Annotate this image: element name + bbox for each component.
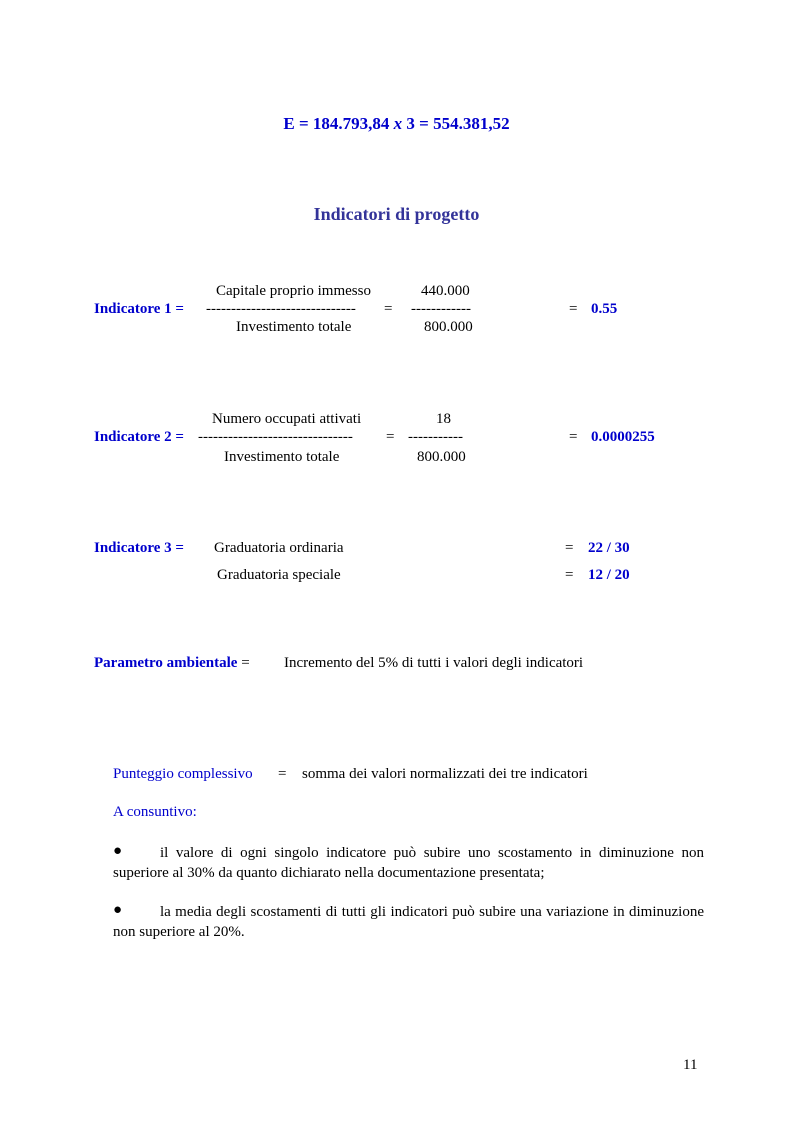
indicator1-numerator-label: Capitale proprio immesso <box>216 283 371 299</box>
indicator2-fraction-bar: ------------------------------- <box>198 429 353 445</box>
indicator1-denominator-label: Investimento totale <box>236 319 352 335</box>
formula-operator: x <box>393 114 403 133</box>
indicator2-denominator-label: Investimento totale <box>224 449 340 465</box>
formula-line <box>0 114 793 134</box>
bullet-2-text: la media degli scostamenti di tutti gli indicatori può subire una variazione in diminuzione non superiore al 20%. <box>113 904 704 940</box>
indicator2-label: Indicatore 2 = <box>94 429 184 445</box>
indicator1-result: 0.55 <box>591 301 618 317</box>
indicator3-row1-equals: = <box>565 540 574 556</box>
bullet-1-symbol: ● <box>113 843 123 859</box>
indicator1-equals: = <box>384 301 393 317</box>
indicator1-fraction-bar: ------------------------------ <box>206 301 356 317</box>
indicator2-denominator-value: 800.000 <box>417 449 466 465</box>
indicator1-value-bar: ------------ <box>411 301 471 317</box>
total-score-label: Punteggio complessivo <box>113 766 253 782</box>
indicator3-row1-value: 22 / 30 <box>588 540 630 556</box>
total-score-text: somma dei valori normalizzati dei tre indicatori <box>302 766 588 782</box>
formula-left: E = 184.793,84 <box>283 114 390 133</box>
environment-line <box>94 655 250 672</box>
indicator2-numerator-label: Numero occupati attivati <box>212 411 362 427</box>
bullet-1-text: il valore di ogni singolo indicatore può subire uno scostamento in diminuzione non superiore al 30% da quanto dichiarato nella documentazione presentata; <box>113 845 704 881</box>
indicator2-result: 0.0000255 <box>591 429 655 445</box>
indicator2-numerator-value: 18 <box>436 411 451 427</box>
indicator3-label: Indicatore 3 = <box>94 540 184 556</box>
bullet-2-symbol: ● <box>113 902 123 918</box>
bullet-2-paragraph <box>113 902 704 942</box>
indicator2-equals: = <box>386 429 395 445</box>
indicator2-value-bar: ----------- <box>408 429 463 445</box>
indicator3-row2-value: 12 / 20 <box>588 567 630 583</box>
indicator1-numerator-value: 440.000 <box>421 283 470 299</box>
section-title: Indicatori di progetto <box>313 204 480 224</box>
indicator1-result-equals: = <box>569 301 578 317</box>
environment-label: Parametro ambientale <box>94 655 238 671</box>
bullet-1-paragraph <box>113 843 704 883</box>
indicator1-denominator-value: 800.000 <box>424 319 473 335</box>
page-number: 11 <box>683 1057 698 1073</box>
indicator1-label: Indicatore 1 = <box>94 301 184 317</box>
indicator3-row2-label: Graduatoria speciale <box>217 567 341 583</box>
total-score-equals: = <box>278 766 287 782</box>
formula-right: 3 = 554.381,52 <box>406 114 510 133</box>
indicator3-row2-equals: = <box>565 567 574 583</box>
environment-text: Incremento del 5% di tutti i valori degli indicatori <box>284 655 584 671</box>
indicator3-row1-label: Graduatoria ordinaria <box>214 540 344 556</box>
indicator2-result-equals: = <box>569 429 578 445</box>
environment-equals: = <box>241 655 250 671</box>
final-label: A consuntivo: <box>113 804 197 820</box>
